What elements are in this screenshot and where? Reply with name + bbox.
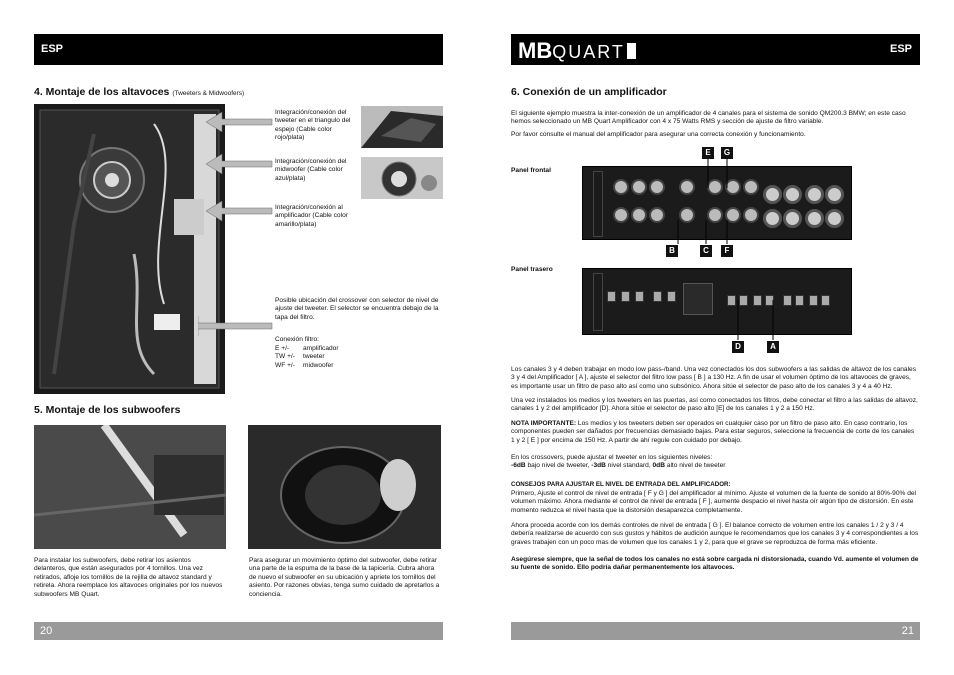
- tips-title: CONSEJOS PARA AJUSTAR EL NIVEL DE ENTRADA DEL AMPLIFICADOR:: [511, 481, 731, 488]
- crossover-rows: [275, 345, 339, 370]
- label-a: A: [767, 341, 779, 353]
- tweeter-photo: [361, 106, 443, 148]
- label-e: E: [702, 147, 714, 159]
- brand-logo: MBQUART: [518, 38, 636, 64]
- section5-title: 5. Montaje de los subwoofers: [34, 404, 181, 416]
- section4-subtitle: (Tweeters & Midwoofers): [172, 90, 245, 97]
- body-paragraph-1: Los canales 3 y 4 deben trabajar en modo low pass-/band. Una vez conectados los dos subwoofers a las salidas de altavoz de los canales 3 y 4 del Amplificador [ A ], ajuste el selector del filtro low pass [ B ] a 130 Hz. A fin de usar el volumen óptimo de los altavoces de graves, es importante usar un filtro de paso alto así como uno subsónico. Ahora sitúe el selector de paso alto de los canales 3 y 4 a 40 Hz.: [511, 366, 917, 390]
- amplifier-rear-panel: [582, 268, 852, 335]
- callout-tweeter: Integración/conexión del tweeter en el triangulo del espejo (Cable color rojo/plata): [275, 109, 351, 142]
- subwoofer-caption-1: Para instalar los subwoofers, debe retirar los asientos delanteros, que están asegurados por 4 tornillos. Una vez retirados, afloje los tornillos de la rejilla de altavoz standard y retirela. Ahora reemplace los altavoces originales por los nuevos subwoofers MB Quart.: [34, 557, 223, 598]
- label-b: B: [666, 245, 678, 257]
- left-lang-label: ESP: [41, 43, 64, 55]
- crossover-conn-title: Conexión filtro:: [275, 336, 319, 343]
- note-text: Los medios y los tweeters deben ser operados en cualquier caso por un filtro de paso alto. En caso contrario, los componentes pueden ser dañados por frecuencias demasiado bajas. Para estar seguros, seleccione la frecuencia de corte de los canales 1 y 2 [ E ] por encima de 150 Hz. A partir de ahí regule con cuidado por debajo.: [511, 420, 915, 444]
- label-d: D: [732, 341, 744, 353]
- right-header-bar: [511, 34, 920, 65]
- callout-arrows: [198, 104, 278, 364]
- crossover-row: WF +/- midwoofer: [275, 361, 334, 369]
- section6-title: 6. Conexión de un amplificador: [511, 86, 667, 98]
- callout-amplifier: Integración/conexión al amplificador (Cable color amarillo/plata): [275, 204, 348, 228]
- body-paragraph-2: Una vez instalados los medios y los tweeters en las puertas, así como conectados los filtros, debe conectar el filtro a las salidas de altavoz, canales 1 y 2 del amplificador [D]. Ahora sitúe el selector de paso alto [E] de los canales 1 y 2 a 150 Hz.: [511, 397, 918, 413]
- callout-midwoofer: Integración/conexión del midwoofer (Cable color azul/plata): [275, 158, 347, 182]
- section4-title: 4. Montaje de los altavoces: [34, 86, 170, 98]
- label-g: G: [721, 147, 733, 159]
- right-lang-label: ESP: [889, 43, 912, 55]
- right-footer-bar: [511, 622, 920, 640]
- label-c: C: [700, 245, 712, 257]
- seat-photo: [34, 425, 226, 549]
- subwoofer-photo: [248, 425, 441, 549]
- left-page-number: 20: [40, 625, 53, 637]
- door-photo: [34, 104, 225, 394]
- left-header-bar: [34, 34, 443, 65]
- crossover-row: TW +/- tweeter: [275, 353, 325, 361]
- amplifier-front-panel: [582, 166, 852, 240]
- intro-paragraph-1: El siguiente ejemplo muestra la inter-conexión de un amplificador de 4 canales para el sistema de sonido QM200.3 BMW; en este caso hemos seleccionado un MB Quart Amplificador con 4 x 75 Watts RMS y sección de ajuste de filtro variable.: [511, 110, 906, 126]
- subwoofer-caption-2: Para asegurar un movimiento óptimo del subwoofer, debe retirar una parte de la espuma de la base de la tapicería. Cubra ahora de nuevo el subwoofer en su ubicación y apriete los tornillos del asiento. Por razones obvias, tenga sumo cuidado de apretarlos a conciencia.: [249, 557, 440, 598]
- crossover-text: Posible ubicación del crossover con selector de nivel de ajuste del tweeter. El selector se encuentra debajo de la tapa del filtro.: [275, 297, 439, 321]
- label-f: F: [721, 245, 733, 257]
- tips-paragraph-1: Primero, Ajuste el control de nivel de entrada [ F y G ] del amplificador al mínimo. Ajuste el volumen de la fuente de sonido al 80%-90% del volumen máximo. Ahora mediante el control de nivel de entrada [ F ], aumente despacio el nivel hasta oír algún tipo de distorsión. En este momento reduzca el nivel hasta que la distorsión desaparezca completamente.: [511, 490, 916, 514]
- front-panel-label: Panel frontal: [511, 167, 551, 174]
- door-illustration: [34, 104, 225, 394]
- crossover-row: E +/- amplificador: [275, 345, 339, 352]
- warning-text: Asegúrese siempre, que la señal de todos los canales no está sobre cargada ni distorsionada, cuando Vd. aumente el volumen de su fuente de sonido. Ello podría dañar permanentemente los altavoces.: [511, 556, 919, 572]
- right-page-number: 21: [901, 625, 914, 637]
- left-footer-bar: [34, 622, 443, 640]
- note-label: NOTA IMPORTANTE:: [511, 420, 577, 427]
- rear-panel-label: Panel trasero: [511, 266, 553, 273]
- levels-intro: En los crossovers, puede ajustar el tweeter en los siguientes niveles:: [511, 454, 713, 461]
- tips-paragraph-2: Ahora proceda acorde con los demás controles de nivel de entrada [ G ]. El balance correcto de volumen entre los canales 1 / 2 y 3 / 4 debería realizarse de acuerdo con sus gustos y hábitos de audición aunque le recomendamos que los canales 3 y 4 correspondientes a los graves trabajen con un poco mas de volumen que los canales 1 y 2, para que el grave se reproduzca de forma más eficiente.: [511, 522, 919, 546]
- levels-line: -6dB bajo nivel de tweeter, -3dB nivel standard, 0dB alto nivel de tweeter: [511, 462, 726, 469]
- intro-paragraph-2: Por favor consulte el manual del amplificador para asegurar una correcta conexión y funcionamiento.: [511, 131, 806, 138]
- section4-heading: [34, 86, 244, 98]
- important-note: [511, 420, 919, 445]
- midwoofer-photo: [361, 157, 443, 199]
